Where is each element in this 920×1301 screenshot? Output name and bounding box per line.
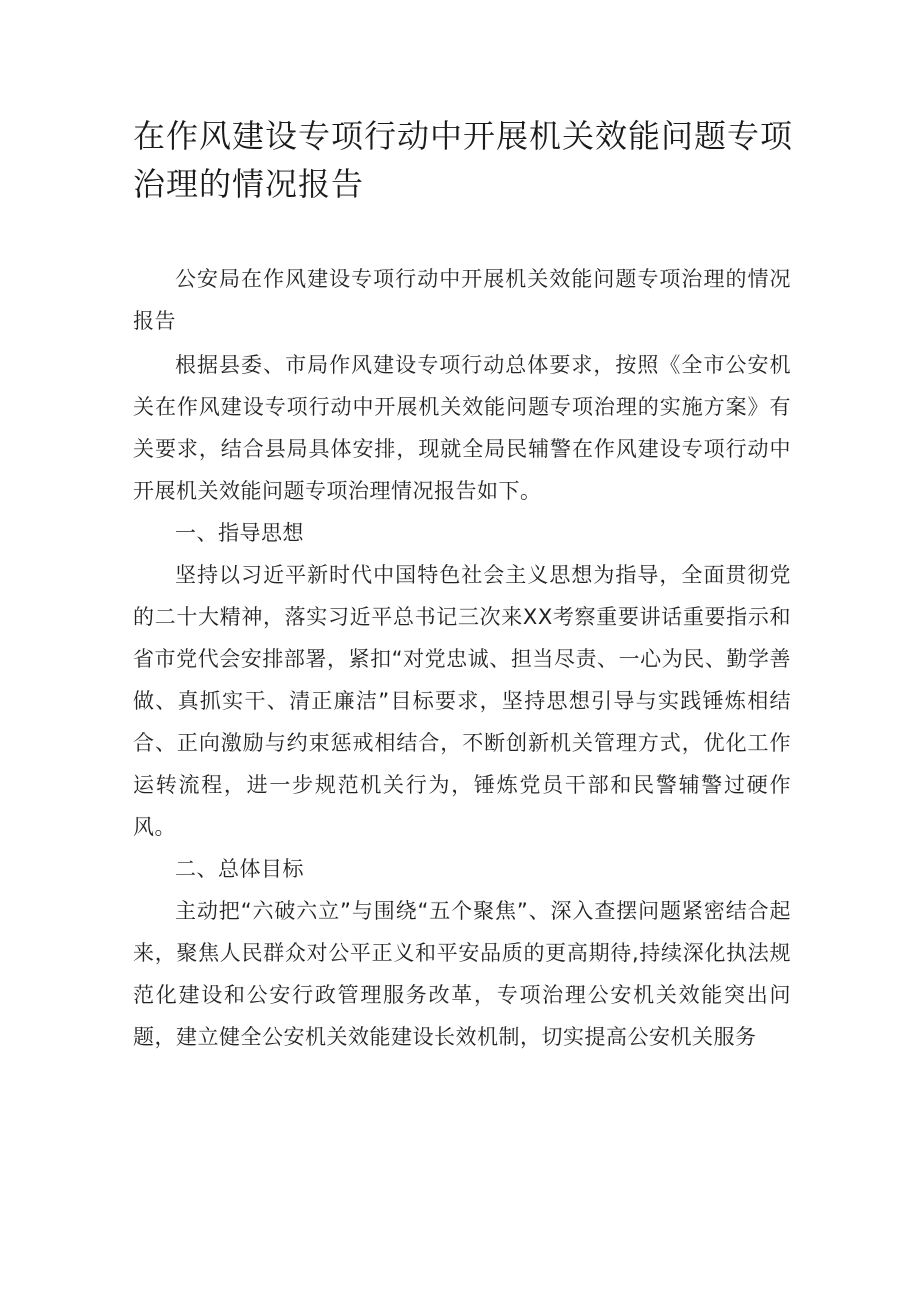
guiding-ideology-paragraph: 坚持以习近平新时代中国特色社会主义思想为指导，全面贯彻党的二十大精神，落实习近平总书记三次来XX考察重要讲话重要指示和省市党代会安排部署，紧扣“对党忠诚、担当尽责、一心为民、勤学善做、真抓实干、清正廉洁”目标要求，坚持思想引导与实践锤炼相结合、正向激励与约束惩戒相结合，不断创新机关管理方式，优化工作运转流程，进一步规范机关行为，锤炼党员干部和民警辅警过硬作风。 (133, 563, 791, 839)
document-body (133, 258, 791, 1058)
section-heading-guiding-ideology: 一、指导思想 (175, 521, 304, 545)
overall-goal-paragraph: 主动把“六破六立”与围绕“五个聚焦”、深入查摆问题紧密结合起来，聚焦人民群众对公平正义和平安品质的更高期待,持续深化执法规范化建设和公安行政管理服务改革，专项治理公安机关效能突出问题，建立健全公安机关效能建设长效机制，切实提高公安机关服务 (133, 899, 791, 1049)
document-title: 在作风建设专项行动中开展机关效能问题专项治理的情况报告 (133, 117, 794, 203)
section-heading-overall-goal: 二、总体目标 (175, 857, 304, 881)
report-subject-paragraph: 公安局在作风建设专项行动中开展机关效能问题专项治理的情况报告 (133, 267, 791, 333)
intro-paragraph: 根据县委、市局作风建设专项行动总体要求，按照《全市公安机关在作风建设专项行动中开展机关效能问题专项治理的实施方案》有关要求，结合县局具体安排，现就全局民辅警在作风建设专项行动中开展机关效能问题专项治理情况报告如下。 (133, 353, 791, 503)
